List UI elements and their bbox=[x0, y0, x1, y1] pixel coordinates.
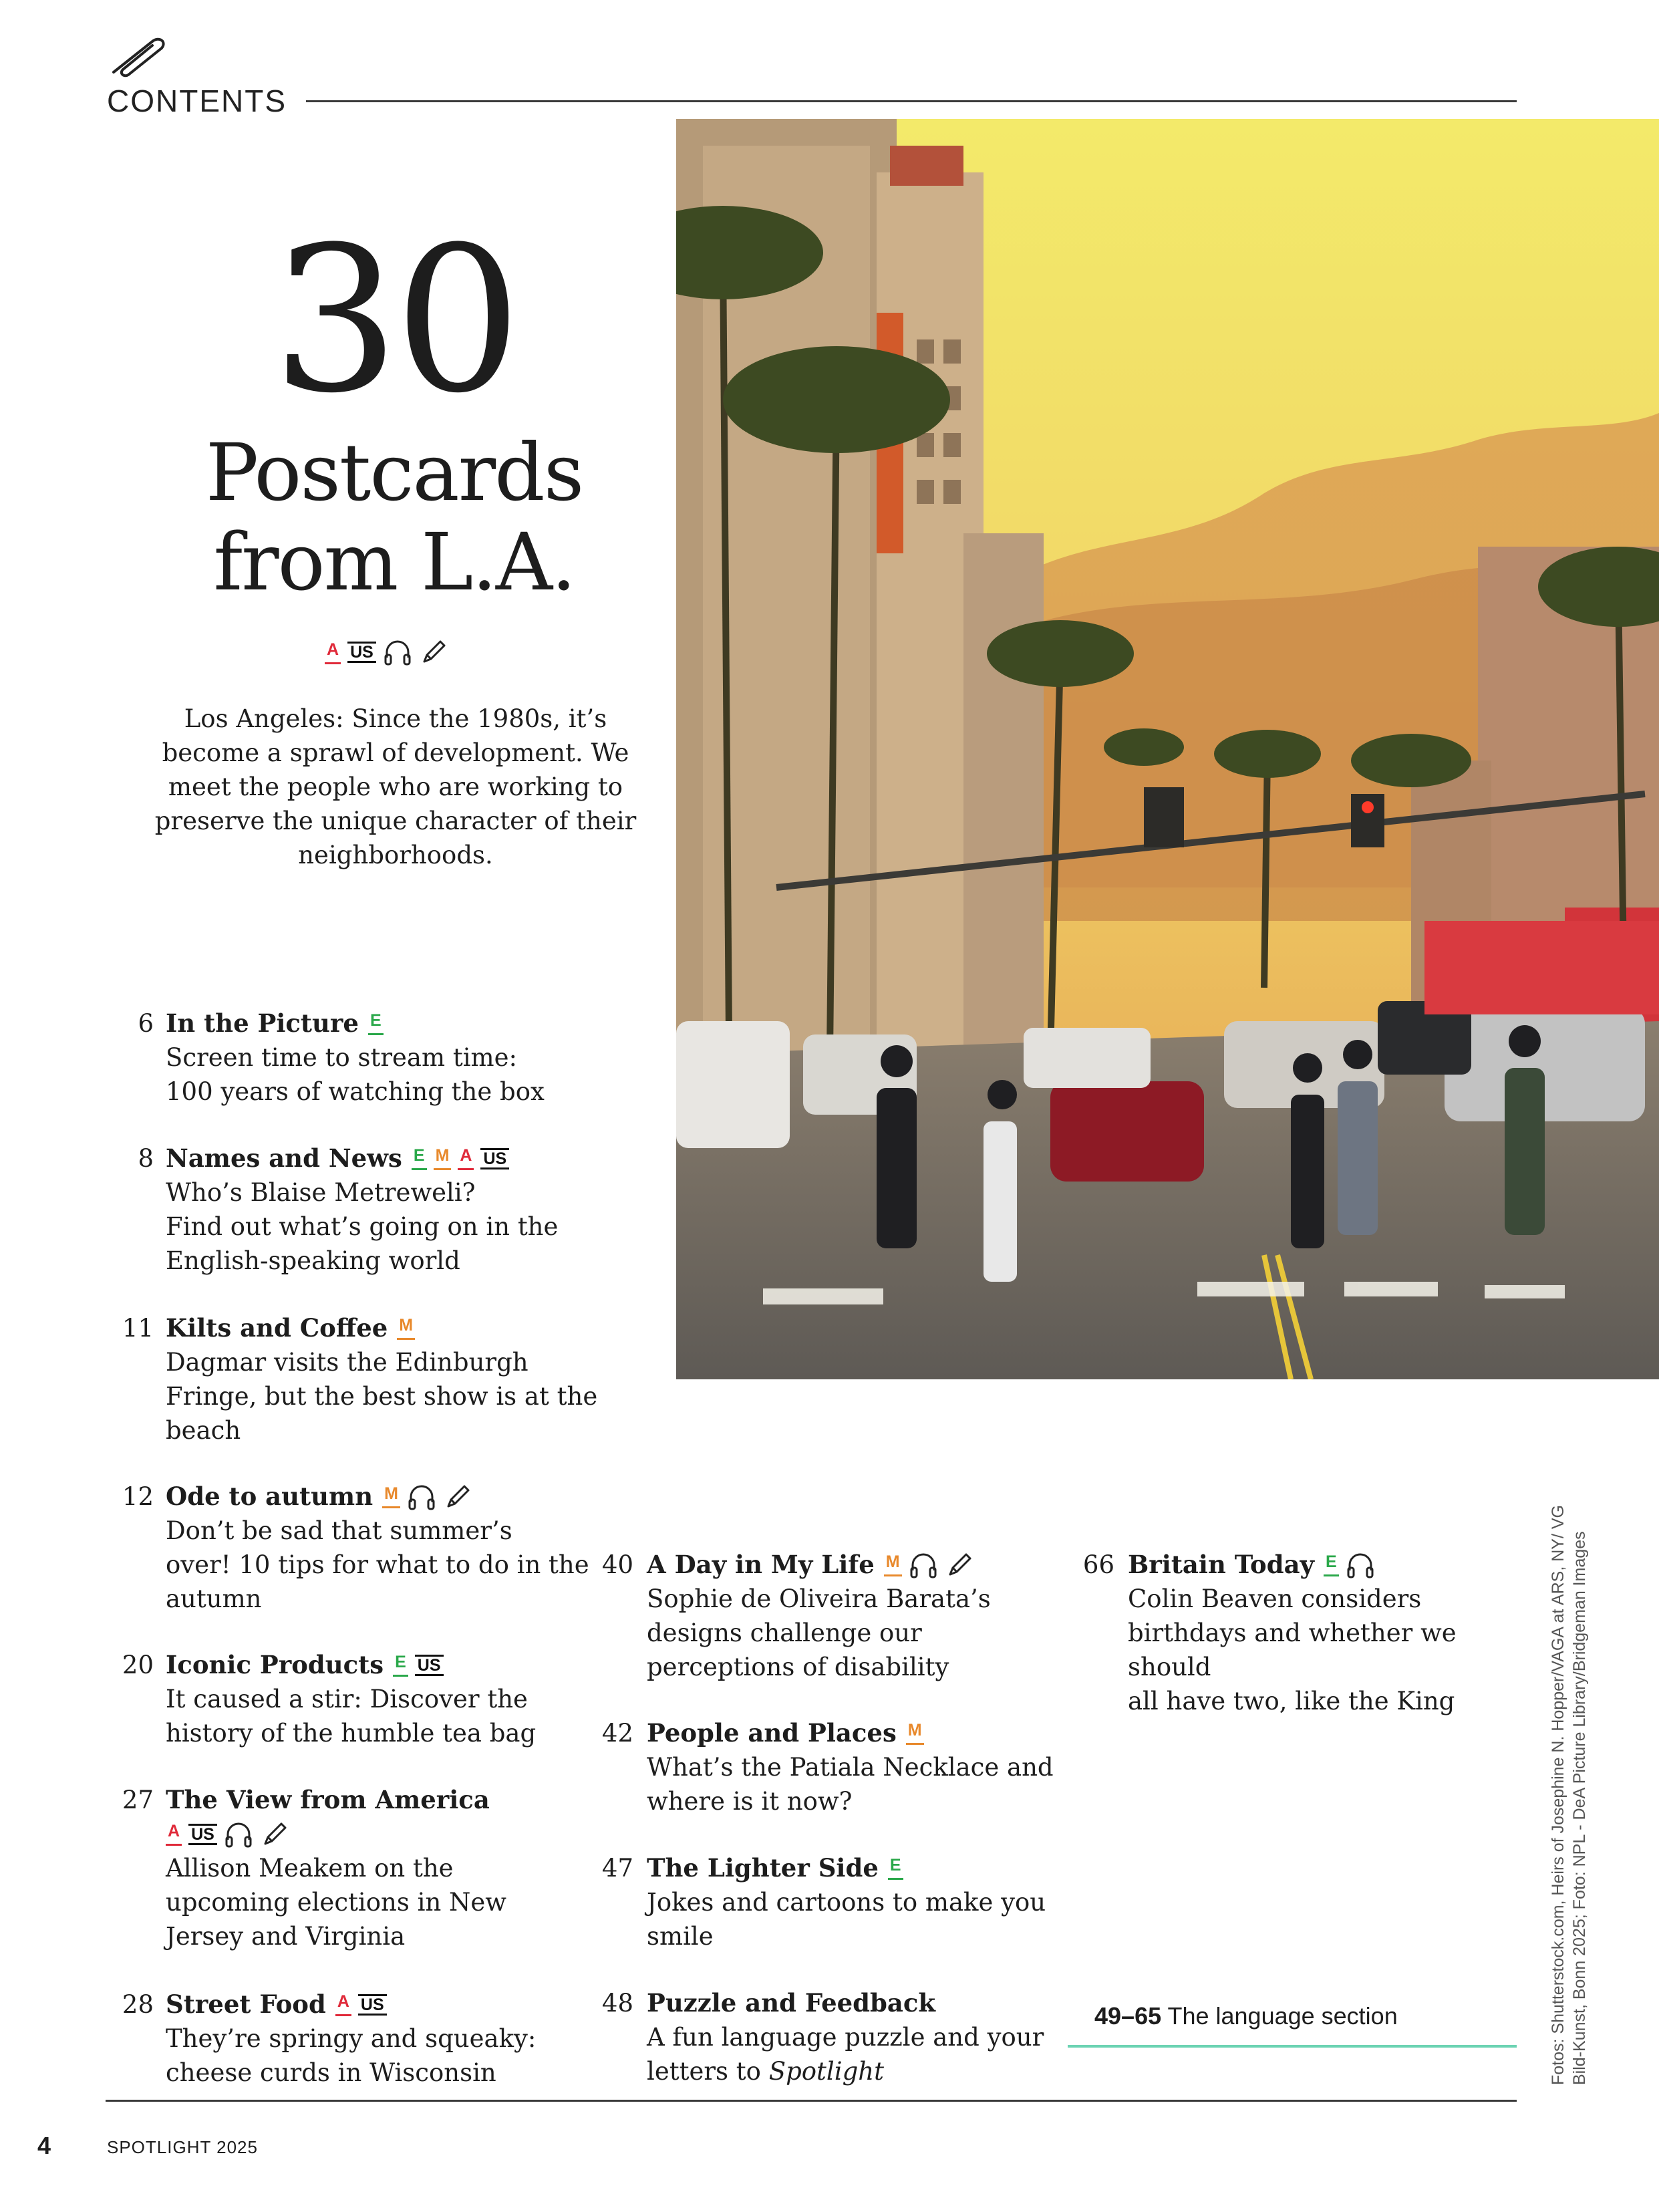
entry-page: 66 bbox=[1082, 1550, 1114, 1579]
magazine-name: Spotlight bbox=[768, 2057, 884, 2086]
cover-title-line2: from L.A. bbox=[213, 516, 575, 608]
entry-desc-line: Who’s Blaise Metreweli? bbox=[166, 1178, 476, 1207]
cover-badges bbox=[325, 636, 448, 668]
entry-desc-line: What’s the Patiala Necklace and bbox=[647, 1753, 1054, 1782]
entry-desc-line: letters to bbox=[647, 2057, 769, 2086]
level-badge-a: A bbox=[335, 1993, 351, 2016]
entry-desc-line: history of the humble tea bag bbox=[166, 1719, 537, 1748]
cover-photo-hollywood-boulevard bbox=[676, 119, 1659, 1379]
entry-page: 27 bbox=[122, 1786, 154, 1814]
entry-page: 11 bbox=[122, 1314, 154, 1343]
level-badge-e: E bbox=[888, 1856, 903, 1880]
entry-desc-line: Fringe, but the best show is at the bbox=[166, 1382, 598, 1411]
language-section-label: The language section bbox=[1167, 2002, 1398, 2030]
us-badge: US bbox=[188, 1824, 217, 1845]
us-badge: US bbox=[347, 642, 376, 663]
entry-desc-line: Dagmar visits the Edinburgh bbox=[166, 1348, 529, 1377]
level-badge-e: E bbox=[368, 1012, 384, 1035]
entry-desc-line: 100 years of watching the box bbox=[166, 1077, 545, 1106]
paperclip-icon bbox=[106, 32, 170, 80]
entry-page: 40 bbox=[601, 1550, 633, 1579]
entry-title: Names and News bbox=[166, 1143, 402, 1173]
entry-page: 8 bbox=[138, 1144, 154, 1173]
entry-title: A Day in My Life bbox=[647, 1550, 875, 1579]
entry-desc-line: autumn bbox=[166, 1584, 262, 1613]
level-badge-m: M bbox=[434, 1147, 452, 1170]
level-badge-e: E bbox=[1324, 1553, 1339, 1576]
cover-page-number: 30 bbox=[272, 204, 516, 437]
pencil-icon bbox=[443, 1482, 472, 1512]
footer-brand: SPOTLIGHT 2025 bbox=[107, 2137, 258, 2157]
entry-desc-line: Screen time to stream time: bbox=[166, 1043, 517, 1072]
entry-desc-line: Sophie de Oliveira Barata’s bbox=[647, 1584, 991, 1613]
pencil-icon bbox=[945, 1550, 974, 1580]
level-badge-m: M bbox=[382, 1485, 400, 1508]
headphones-icon bbox=[383, 638, 412, 667]
entry-title: Britain Today bbox=[1128, 1550, 1315, 1579]
entry-desc-line: all have two, like the King bbox=[1128, 1687, 1455, 1715]
entry-desc-line: Find out what’s going on in the bbox=[166, 1212, 559, 1241]
footer-rule bbox=[106, 2100, 1517, 2102]
entry-page: 28 bbox=[122, 1990, 154, 2019]
language-section-range: 49–65 bbox=[1094, 2002, 1162, 2030]
headphones-icon bbox=[224, 1820, 253, 1849]
entry-page: 42 bbox=[601, 1719, 633, 1748]
entry-desc-line: beach bbox=[166, 1416, 241, 1445]
level-badge-m: M bbox=[906, 1721, 924, 1745]
headphones-icon bbox=[407, 1482, 436, 1512]
entry-title: Kilts and Coffee bbox=[166, 1313, 388, 1343]
entry-page: 48 bbox=[601, 1989, 633, 2018]
entry-title: Iconic Products bbox=[166, 1650, 384, 1679]
entry-desc-line: over! 10 tips for what to do in the bbox=[166, 1550, 589, 1579]
entry-title: Puzzle and Feedback bbox=[647, 1988, 936, 2018]
pencil-icon bbox=[419, 638, 448, 667]
entry-title: The View from America bbox=[166, 1785, 490, 1814]
credits-line: Bild-Kunst, Bonn 2025; Foto: NPL - DeA Picture Library/Bridgeman Images bbox=[1570, 1531, 1589, 2085]
level-badge-e: E bbox=[393, 1653, 408, 1677]
entry-title: In the Picture bbox=[166, 1008, 359, 1038]
entry-desc-line: Don’t be sad that summer’s bbox=[166, 1516, 512, 1545]
entry-desc-line: Jersey and Virginia bbox=[166, 1922, 406, 1951]
us-badge: US bbox=[480, 1148, 509, 1169]
credits-line: Fotos: Shutterstock.com, Heirs of Josephine N. Hopper/VAGA at ARS, NY/ VG bbox=[1549, 1505, 1567, 2085]
entry-page: 6 bbox=[138, 1009, 154, 1038]
entry-page: 20 bbox=[122, 1651, 154, 1679]
us-badge: US bbox=[415, 1655, 444, 1676]
photo-credits bbox=[1547, 1457, 1590, 2085]
level-badge-a: A bbox=[166, 1822, 182, 1846]
entry-desc-line: Colin Beaven considers bbox=[1128, 1584, 1422, 1613]
entry-title: The Lighter Side bbox=[647, 1853, 879, 1883]
entry-desc-line: A fun language puzzle and your bbox=[647, 2023, 1044, 2052]
language-section-link[interactable] bbox=[1068, 1998, 1517, 2048]
entry-desc-line: designs challenge our bbox=[647, 1619, 922, 1647]
page-number: 4 bbox=[37, 2132, 51, 2159]
us-badge: US bbox=[358, 1994, 387, 2016]
pencil-icon bbox=[260, 1820, 289, 1849]
level-badge-a: A bbox=[325, 641, 341, 664]
section-label: CONTENTS bbox=[107, 84, 287, 118]
level-badge-m: M bbox=[397, 1317, 415, 1340]
headphones-icon bbox=[1346, 1550, 1375, 1580]
entry-desc-line: It caused a stir: Discover the bbox=[166, 1685, 528, 1713]
entry-desc-line: cheese curds in Wisconsin bbox=[166, 2058, 496, 2087]
entry-title: People and Places bbox=[647, 1718, 897, 1748]
level-badge-a: A bbox=[458, 1147, 474, 1170]
entry-page: 12 bbox=[122, 1482, 154, 1511]
cover-description: Los Angeles: Since the 1980s, it’s become a sprawl of development. We meet the people who are working to preserve the unique character of their neighborhoods. bbox=[154, 704, 637, 869]
headphones-icon bbox=[909, 1550, 938, 1580]
entry-desc-line: upcoming elections in New bbox=[166, 1888, 506, 1917]
entry-desc-line: birthdays and whether we should bbox=[1128, 1619, 1457, 1681]
entry-title: Ode to autumn bbox=[166, 1482, 373, 1511]
entry-desc-line: English-speaking world bbox=[166, 1246, 460, 1275]
entry-desc-line: smile bbox=[647, 1922, 714, 1951]
cover-title[interactable] bbox=[167, 428, 621, 607]
entry-page: 47 bbox=[601, 1854, 633, 1883]
entry-desc-line: They’re springy and squeaky: bbox=[166, 2024, 537, 2053]
entry-desc-line: perceptions of disability bbox=[647, 1653, 949, 1681]
entry-desc-line: Jokes and cartoons to make you bbox=[647, 1888, 1046, 1917]
header-rule bbox=[306, 100, 1517, 102]
entry-desc-line: Allison Meakem on the bbox=[166, 1854, 454, 1883]
level-badge-e: E bbox=[412, 1147, 427, 1170]
entry-title: Street Food bbox=[166, 1989, 326, 2019]
level-badge-m: M bbox=[884, 1553, 902, 1576]
entry-desc-line: where is it now? bbox=[647, 1787, 853, 1816]
cover-title-line1: Postcards bbox=[205, 426, 583, 519]
